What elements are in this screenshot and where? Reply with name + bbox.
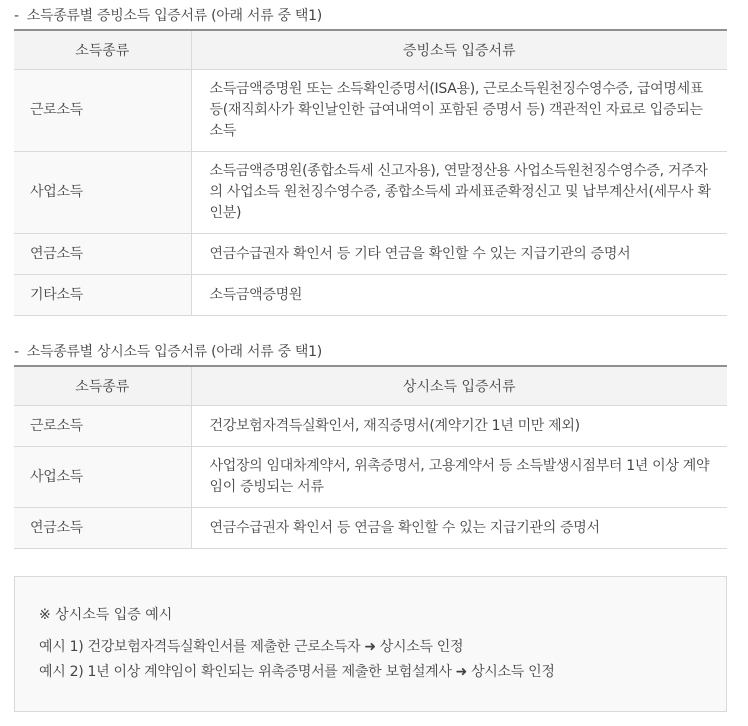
documents-cell: 연금수급권자 확인서 등 기타 연금을 확인할 수 있는 지급기관의 증명서 bbox=[191, 234, 727, 275]
section-title-text: 소득종류별 증빙소득 입증서류 (아래 서류 중 택1) bbox=[26, 8, 322, 24]
table-header-row bbox=[14, 30, 727, 70]
documents-cell: 사업장의 임대차계약서, 위촉증명서, 고용계약서 등 소득발생시점부터 1년 이상 계약임이 증빙되는 서류 bbox=[191, 447, 727, 508]
documents-cell: 연금수급권자 확인서 등 연금을 확인할 수 있는 지급기관의 증명서 bbox=[191, 508, 727, 549]
arrow-right-icon: ➜ bbox=[455, 664, 468, 680]
proof-income-table bbox=[14, 29, 727, 316]
arrow-right-icon: ➜ bbox=[364, 639, 376, 655]
table-row bbox=[14, 70, 727, 152]
documents-cell: 건강보험자격득실확인서, 재직증명서(계약기간 1년 미만 제외) bbox=[191, 406, 727, 447]
example-title: ※ 상시소득 입증 예시 bbox=[39, 607, 173, 623]
column-header-documents: 증빙소득 입증서류 bbox=[191, 30, 727, 70]
table-row bbox=[14, 406, 727, 447]
bullet-dash: - bbox=[14, 8, 19, 24]
example-line bbox=[39, 662, 555, 682]
example-box bbox=[14, 576, 727, 712]
table-header-row bbox=[14, 366, 727, 406]
documents-cell: 소득금액증명원(종합소득세 신고자용), 연말정산용 사업소득원천징수영수증, 거주자의 사업소득 원천징수영수증, 종합소득세 과세표준확정신고 및 납부계산서(세무사 확인분) bbox=[191, 152, 727, 234]
table-row bbox=[14, 152, 727, 234]
section-title-proof-income bbox=[14, 6, 322, 26]
income-type-cell: 근로소득 bbox=[14, 70, 191, 152]
bullet-dash: - bbox=[14, 344, 19, 360]
income-type-cell: 연금소득 bbox=[14, 508, 191, 549]
column-header-documents: 상시소득 입증서류 bbox=[191, 366, 727, 406]
documents-cell: 소득금액증명원 또는 소득확인증명서(ISA용), 근로소득원천징수영수증, 급여명세표등(재직회사가 확인날인한 급여내역이 포함된 증명서 등) 객관적인 자료로 입증되는 소득 bbox=[191, 70, 727, 152]
example-text: 예시 2) 1년 이상 계약임이 확인되는 위촉증명서를 제출한 보험설계사 bbox=[39, 664, 452, 680]
table-row bbox=[14, 447, 727, 508]
section-title-text: 소득종류별 상시소득 입증서류 (아래 서류 중 택1) bbox=[26, 344, 322, 360]
example-text: 예시 1) 건강보험자격득실확인서를 제출한 근로소득자 bbox=[39, 639, 361, 655]
income-type-cell: 기타소득 bbox=[14, 275, 191, 316]
table-row bbox=[14, 234, 727, 275]
example-result: 상시소득 인정 bbox=[471, 664, 555, 680]
income-type-cell: 사업소득 bbox=[14, 447, 191, 508]
income-type-cell: 사업소득 bbox=[14, 152, 191, 234]
table-row bbox=[14, 508, 727, 549]
income-type-cell: 연금소득 bbox=[14, 234, 191, 275]
income-type-cell: 근로소득 bbox=[14, 406, 191, 447]
section-title-regular-income bbox=[14, 342, 322, 362]
column-header-income-type: 소득종류 bbox=[14, 30, 191, 70]
table-row bbox=[14, 275, 727, 316]
example-line bbox=[39, 637, 463, 657]
documents-cell: 소득금액증명원 bbox=[191, 275, 727, 316]
example-result: 상시소득 인정 bbox=[379, 639, 464, 655]
column-header-income-type: 소득종류 bbox=[14, 366, 191, 406]
regular-income-table bbox=[14, 365, 727, 549]
